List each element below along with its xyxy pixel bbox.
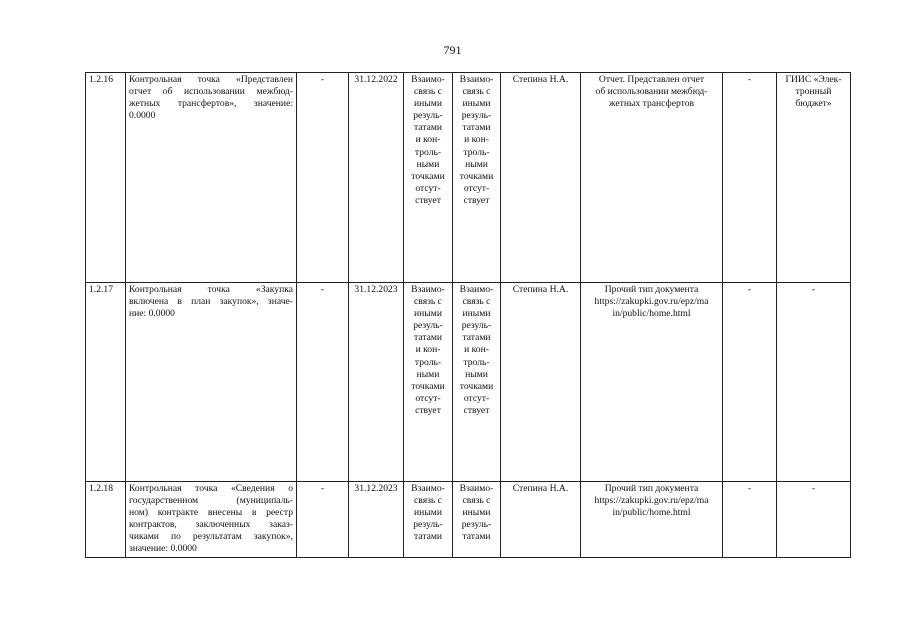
relationship-line: и кон- [464,344,489,356]
date-cell [349,482,404,558]
table-row [86,482,851,558]
relationship-line: и кон- [464,134,489,146]
control-point-description [126,73,297,283]
description-line: государственном (муниципаль- [129,495,293,507]
relationship-line: иными [414,98,442,110]
information-system-cell [777,73,851,283]
description-line: 0.0000 [129,110,156,122]
description-line: чиками по результатам закупок», [129,531,293,543]
document-line: https://zakupki.gov.ru/epz/ma [594,296,709,308]
table-row [86,73,851,283]
document-line: in/public/home.html [612,308,691,320]
relationship-line: ными [465,158,488,170]
document-cell [581,283,723,482]
dash-text: - [747,284,752,295]
relationship-line: ными [465,368,488,380]
control-points-table [85,72,851,558]
system-line: тронный [795,86,832,98]
relationship-line: резуль- [413,519,443,531]
relationship-line: ными [416,368,440,380]
description-line: жетных трансфертов», значение: [129,98,293,110]
description-line: контрактов, заключенных заказ- [129,519,293,531]
dash-text: - [320,74,325,85]
relationship-line: отсут- [463,392,490,404]
responsible-text: Степина Н.А. [512,483,569,494]
responsible-cell [501,73,581,283]
relationship-line: Взаимо- [459,284,494,295]
relationship-cell [404,482,453,558]
description-line: ном) контракте внесены в реестр [129,507,293,519]
row-number [86,482,126,558]
relationship-line: Взаимо- [411,74,445,85]
column-3-cell [297,482,349,558]
relationship-line: связь с [414,296,442,308]
relationship-line: точками [459,380,494,392]
relationship-line: связь с [414,86,442,98]
relationship-line: троль- [463,356,490,368]
row-number-text: 1.2.17 [89,284,113,295]
date-cell [349,283,404,482]
system-line: бюджет» [795,98,832,110]
relationship-line: и кон- [415,344,441,356]
relationship-line: татами [462,531,491,543]
relationship-line: резуль- [413,320,443,332]
row-number-text: 1.2.16 [89,74,113,85]
relationship-line: ствует [415,404,441,416]
relationship-line: Взаимо- [411,483,445,494]
relationship-line: резуль- [461,320,492,332]
system-line: - [811,483,816,494]
relationship-line: резуль- [461,519,492,531]
relationship-line: татами [413,531,443,543]
relationship-line: отсут- [415,182,441,194]
table-row [86,283,851,482]
date-text: 31.12.2023 [354,284,398,295]
system-line: ГИИС «Элек- [785,74,842,85]
relationship-line: иными [414,308,442,320]
description-line: включена в план закупок», значе- [129,296,293,308]
column-3-cell [297,73,349,283]
relationship-line: ствует [415,194,441,206]
dash-text: - [747,74,752,85]
relationship-line: татами [413,122,443,134]
relationship-line: и кон- [415,134,441,146]
relationship-cell-2 [453,482,501,558]
relationship-line: иными [462,98,491,110]
responsible-text: Степина Н.А. [512,74,569,85]
date-text: 31.12.2022 [354,74,398,85]
relationship-line: иными [414,507,442,519]
relationship-line: ствует [463,194,490,206]
relationship-line: отсут- [415,392,441,404]
control-point-description [126,482,297,558]
information-system-cell [777,482,851,558]
responsible-cell [501,482,581,558]
relationship-line: Взаимо- [459,74,494,85]
relationship-line: троль- [463,146,490,158]
document-cell [581,482,723,558]
column-9-cell [723,482,777,558]
document-line: Прочий тип документа [604,483,699,494]
relationship-cell [404,283,453,482]
row-number [86,283,126,482]
document-line: жетных трансфертов [608,98,695,110]
relationship-line: татами [413,332,443,344]
description-line: Контрольная точка «Сведения о [129,483,293,494]
relationship-cell-2 [453,73,501,283]
description-line: Контрольная точка «Закупка [129,284,293,295]
responsible-text: Степина Н.А. [512,284,569,295]
relationship-line: татами [462,332,491,344]
relationship-line: связь с [462,296,491,308]
relationship-line: Взаимо- [459,483,494,494]
description-line: значение: 0.0000 [129,543,197,555]
relationship-line: татами [462,122,491,134]
description-line: ние: 0.0000 [129,308,175,320]
relationship-line: иными [462,308,491,320]
relationship-line: Взаимо- [411,284,445,295]
relationship-line: резуль- [413,110,443,122]
row-number [86,73,126,283]
date-text: 31.12.2023 [354,483,398,494]
page-number: 791 [443,43,462,57]
dash-text: - [320,284,325,295]
column-9-cell [723,73,777,283]
relationship-line: связь с [462,86,491,98]
relationship-line: ствует [463,404,490,416]
dash-text: - [747,483,752,494]
document-cell [581,73,723,283]
column-3-cell [297,283,349,482]
relationship-line: иными [462,507,491,519]
relationship-line: связь с [414,495,442,507]
control-point-description [126,283,297,482]
document-line: об использовании межбюд- [595,86,708,98]
relationship-line: точками [411,380,445,392]
description-line: Контрольная точка «Представлен [129,74,293,85]
relationship-line: точками [459,170,494,182]
relationship-cell-2 [453,283,501,482]
relationship-line: троль- [414,146,442,158]
row-number-text: 1.2.18 [89,483,113,494]
date-cell [349,73,404,283]
description-line: отчет об использовании межбюд- [129,86,293,98]
responsible-cell [501,283,581,482]
relationship-line: точками [411,170,445,182]
relationship-line: резуль- [461,110,492,122]
relationship-cell [404,73,453,283]
document-line: https://zakupki.gov.ru/epz/ma [594,495,709,507]
document-line: Отчет. Представлен отчет [598,74,705,85]
dash-text: - [320,483,325,494]
document-line: Прочий тип документа [604,284,699,295]
relationship-line: троль- [414,356,442,368]
relationship-line: ными [416,158,440,170]
information-system-cell [777,283,851,482]
system-line: - [811,284,816,295]
relationship-line: отсут- [463,182,490,194]
column-9-cell [723,283,777,482]
relationship-line: связь с [462,495,491,507]
document-line: in/public/home.html [612,507,691,519]
